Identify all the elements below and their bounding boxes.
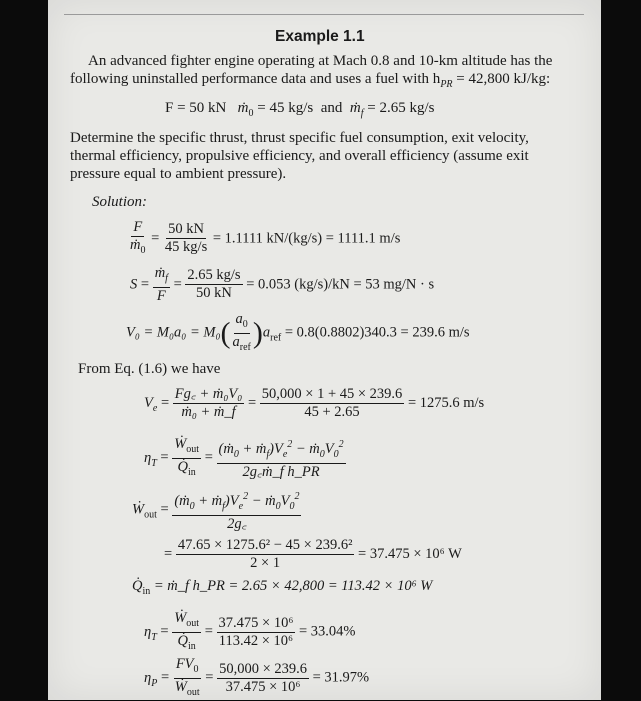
eq-exit-velocity: $V_e$ = $\frac{\text{Fg꜀ + ṁ₀V₀}}{\text{ṁ₀ + ṁ\_f}}$ = $\frac{50,000 \times 1 + 45 \times 239.6}{45 + 2.65}$ = 1275.6 m/s <box>144 386 485 420</box>
eq-thermal-eff-value: $\eta_T$ = $\frac{Ẇ_{out}}{Q̇_{in}}$ = $\frac{\text{37.475 × 10⁶}}{\text{113.42 × 10⁶}}$ = 33.04% <box>144 610 356 652</box>
eq-flight-velocity: V₀ = M₀a₀ = M₀( $\frac{a_0}{a_{ref}}$ )$a_{ref} = 0.8(0.8802)340.3 = 239.6$ m/s <box>126 311 470 353</box>
top-rule <box>64 14 584 15</box>
given-data: F = 50 kN ṁ$_0$ = 45 kg/s and ṁ$_f$ = 2.65 kg/s <box>165 100 435 119</box>
eq-specific-thrust: $\frac{F}{ṁ_0}$ = $\frac{50 kN}{45 kg/s}$ = 1.1111 kN/(kg/s) = 1111.1 m/s <box>130 219 401 256</box>
determine-line-1: Determine the specific thrust, thrust specific fuel consumption, exit velocity, <box>70 130 529 146</box>
example-title: Example 1.1 <box>275 28 365 45</box>
eq-propulsive-eff: $\eta_P$ = $\frac{FV_0}{Ẇ_{out}}$ = $\frac{50,000 \times 239.6}{\text{37.475 × 10⁶}}$ = 31.97% <box>144 656 370 698</box>
eq-work-out-value: = $\frac{\text{47.65 × 1275.6² − 45 × 239.6²}}{2 \times 1}$ = 37.475 × 10⁶ W <box>164 537 462 571</box>
eq-tsfc: S = $\frac{ṁ_f}{F}$ = $\frac{2.65 kg/s}{50 kN}$ = 0.053 (kg/s)/kN = 53 mg/N · s <box>130 265 435 304</box>
eq-thermal-eff-def: $\eta_T$ = $\frac{Ẇ_{out}}{Q̇_{in}}$ = $\frac{(ṁ_0 + ṁ_f)V_e^2 - ṁ_0V_0^2}{\text{2g꜀ṁ\_f h\_PR}}$ <box>144 436 344 480</box>
solution-label: Solution: <box>92 194 147 210</box>
from-eq-text: From Eq. (1.6) we have <box>78 361 221 377</box>
intro-line-1: An advanced fighter engine operating at Mach 0.8 and 10-km altitude has the <box>88 53 553 69</box>
intro-line-2: following uninstalled performance data and uses a fuel with $h_{PR} = 42,800$ kJ/kg: <box>70 71 551 90</box>
eq-heat-in: $Q̇_{in}$ = ṁ_f h_PR = 2.65 × 42,800 = 113.42 × 10⁶ W <box>132 578 433 597</box>
determine-line-2: thermal efficiency, propulsive efficiency, and overall efficiency (assume exit <box>70 148 529 164</box>
eq-work-out-def: Ẇ$_{out}$ = $\frac{(ṁ_0 + ṁ_f)V_e^2 - ṁ_0V_0^2}{2g꜀}$ <box>132 488 301 533</box>
determine-line-3: pressure equal to ambient pressure). <box>70 166 287 182</box>
